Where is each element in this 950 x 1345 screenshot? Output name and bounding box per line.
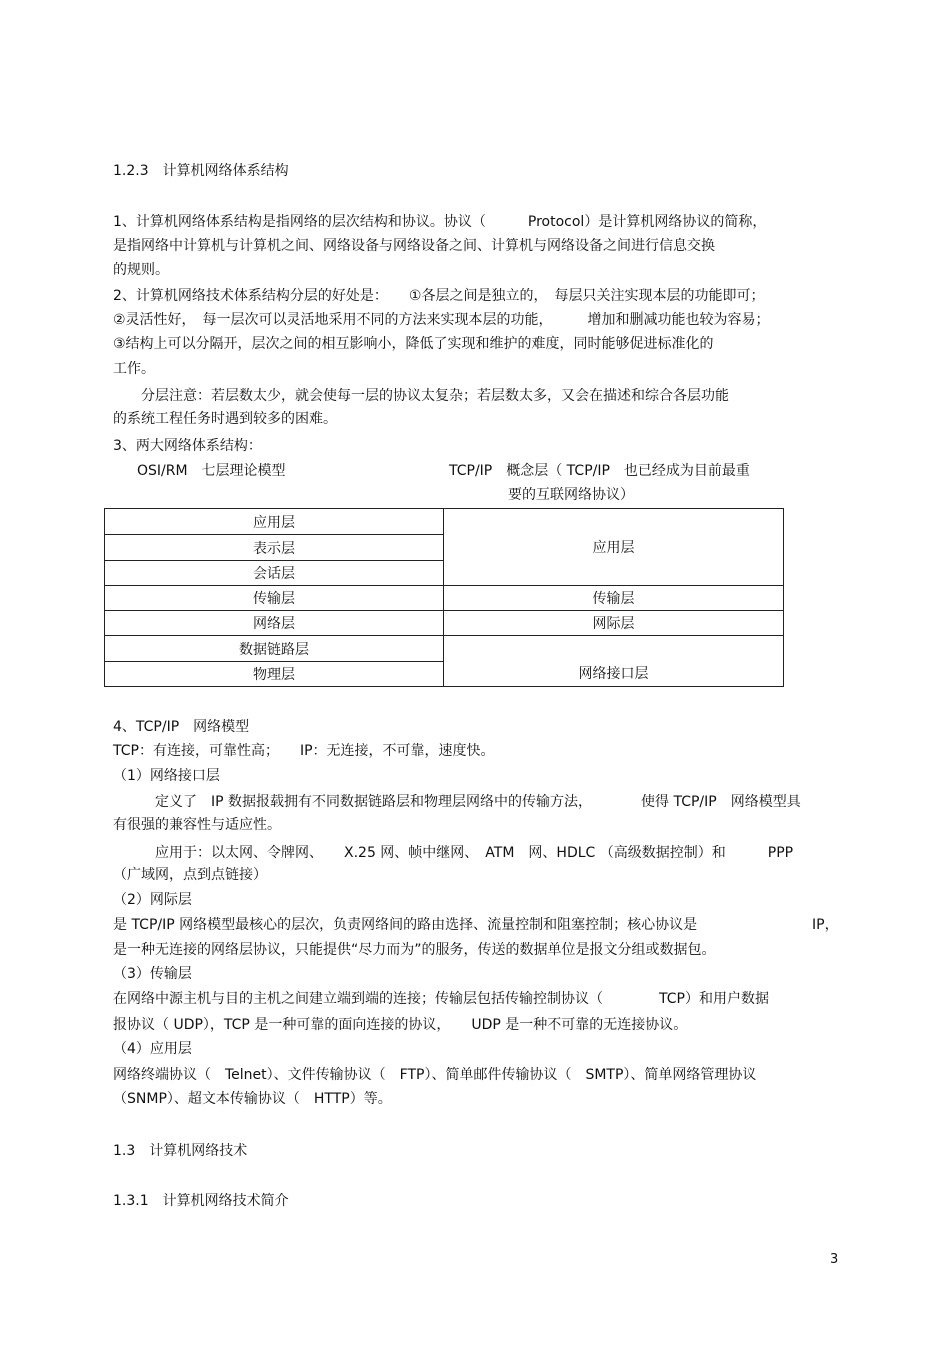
tcpip-layer-cell: 应用层 <box>443 508 784 586</box>
tcpip-layer-cell: 网络接口层 <box>443 635 784 687</box>
paragraph-line: 1、计算机网络体系结构是指网络的层次结构和协议。协议（ Protocol）是计算机网络协议的简称， <box>113 214 767 230</box>
paragraph-line: 报协议（ UDP），TCP 是一种可靠的面向连接的协议， UDP 是一种不可靠的无连接协议。 <box>113 1017 688 1033</box>
paragraph-line: 工作。 <box>113 361 155 377</box>
osi-layer-cell: 网络层 <box>104 610 444 636</box>
osi-layer-cell: 数据链路层 <box>104 635 444 662</box>
subsection-title: 4、TCP/IP 网络模型 <box>113 719 250 735</box>
paragraph-line: TCP：有连接，可靠性高； IP：无连接，不可靠，速度快。 <box>113 743 495 759</box>
osi-layer-cell: 传输层 <box>104 585 444 611</box>
paragraph-line: 定义了 IP 数据报载拥有不同数据链路层和物理层网络中的传输方法， 使得 TCP/IP 网络模型具 <box>155 794 801 810</box>
paragraph-line: 分层注意：若层数太少，就会使每一层的协议太复杂；若层数太多，又会在描述和综合各层功能 <box>141 388 729 404</box>
layer-heading: （3）传输层 <box>113 966 192 982</box>
page-number: 3 <box>830 1252 839 1267</box>
paragraph-line: （广域网，点到点链接） <box>113 867 267 883</box>
table-caption-osi: OSI/RM 七层理论模型 <box>137 463 286 479</box>
osi-layer-cell: 物理层 <box>104 661 444 687</box>
paragraph-line: 应用于：以太网、令牌网、 X.25 网、帧中继网、 ATM 网、HDLC （高级数据控制）和 PPP <box>155 845 794 861</box>
paragraph-line: 在网络中源主机与目的主机之间建立端到端的连接；传输层包括传输控制协议（ TCP）和用户数据 <box>113 991 769 1007</box>
paragraph-line: 2、计算机网络技术体系结构分层的好处是： ①各层之间是独立的， 每层只关注实现本层的功能即可； <box>113 288 765 304</box>
tcpip-layer-cell: 传输层 <box>443 585 784 611</box>
tcpip-layer-cell: 网际层 <box>443 610 784 636</box>
osi-layer-cell: 应用层 <box>104 508 444 535</box>
layer-heading: （2）网际层 <box>113 892 192 908</box>
paragraph-line: （SNMP）、超文本传输协议（ HTTP）等。 <box>113 1091 392 1107</box>
paragraph-line: ②灵活性好， 每一层次可以灵活地采用不同的方法来实现本层的功能， 增加和删减功能也较为容易； <box>113 312 770 328</box>
section-heading-1-3-1: 1.3.1 计算机网络技术简介 <box>113 1193 289 1209</box>
section-heading-1-2-3: 1.2.3 计算机网络体系结构 <box>113 163 289 179</box>
section-heading-1-3: 1.3 计算机网络技术 <box>113 1143 248 1159</box>
paragraph-line: 网络终端协议（ Telnet）、文件传输协议（ FTP）、简单邮件传输协议（ SMTP）、简单网络管理协议 <box>113 1067 757 1083</box>
paragraph-3-title: 3、两大网络体系结构： <box>113 438 262 454</box>
paragraph-line: 有很强的兼容性与适应性。 <box>113 817 281 833</box>
paragraph-line: 是 TCP/IP 网络模型最核心的层次，负责网络间的路由选择、流量控制和阻塞控制；核心协议是 <box>113 917 698 933</box>
table-caption-tcpip-2: 要的互联网络协议） <box>508 487 634 503</box>
paragraph-line: 是一种无连接的网络层协议，只能提供“尽力而为”的服务，传送的数据单位是报文分组或数据包。 <box>113 942 716 958</box>
paragraph-line: 是指网络中计算机与计算机之间、网络设备与网络设备之间、计算机与网络设备之间进行信息交换 <box>113 238 715 254</box>
paragraph-line: ③结构上可以分隔开，层次之间的相互影响小，降低了实现和维护的难度，同时能够促进标准化的 <box>113 336 714 352</box>
paragraph-line-end: IP， <box>812 917 839 933</box>
osi-layer-cell: 表示层 <box>104 534 444 561</box>
layer-heading: （4）应用层 <box>113 1041 192 1057</box>
table-caption-tcpip-1: TCP/IP 概念层（ TCP/IP 也已经成为目前最重 <box>449 463 750 479</box>
layer-heading: （1）网络接口层 <box>113 768 220 784</box>
paragraph-line: 的规则。 <box>113 262 169 278</box>
paragraph-line: 的系统工程任务时遇到较多的困难。 <box>113 411 337 427</box>
osi-layer-cell: 会话层 <box>104 560 444 586</box>
